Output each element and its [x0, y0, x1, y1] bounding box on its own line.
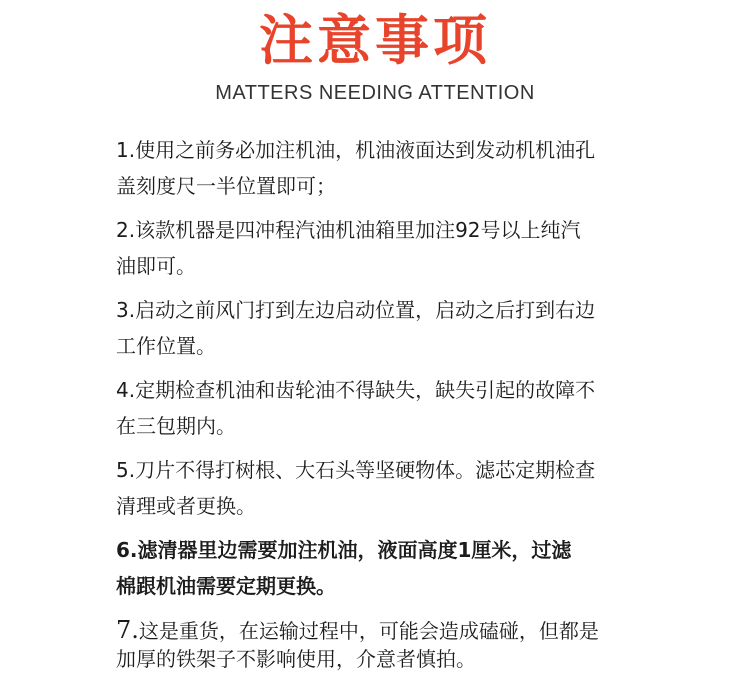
note-line: 3.启动之前风门打到左边启动位置，启动之后打到右边	[116, 298, 596, 322]
note-item-2	[116, 212, 716, 284]
note-item-7	[116, 612, 716, 673]
note-line: 1.使用之前务必加注机油，机油液面达到发动机机油孔	[116, 138, 596, 162]
note-line: 工作位置。	[116, 334, 216, 358]
note-text: 这是重货，在运输过程中，可能会造成磕碰，但都是	[138, 619, 599, 643]
page-title: 注意事项	[259, 9, 491, 72]
note-item-1	[116, 132, 716, 204]
note-line: 在三包期内。	[116, 414, 236, 438]
note-item-5	[116, 452, 716, 524]
note-line	[116, 612, 716, 649]
note-line: 4.定期检查机油和齿轮油不得缺失，缺失引起的故障不	[116, 378, 596, 402]
note-item-4	[116, 372, 716, 444]
note-number: 7.	[116, 616, 139, 644]
note-line: 清理或者更换。	[116, 494, 256, 518]
note-line: 棉跟机油需要定期更换。	[116, 574, 336, 598]
note-item-6	[116, 532, 716, 604]
note-line: 加厚的铁架子不影响使用，介意者慎拍。	[116, 647, 476, 671]
note-line: 5.刀片不得打树根、大石头等坚硬物体。滤芯定期检查	[116, 458, 596, 482]
note-item-3	[116, 292, 716, 364]
note-line: 盖刻度尺一半位置即可；	[116, 174, 336, 198]
notes-list	[116, 132, 716, 681]
note-line: 2.该款机器是四冲程汽油机油箱里加注92号以上纯汽	[116, 218, 581, 242]
note-line: 油即可。	[116, 254, 196, 278]
page-subtitle: MATTERS NEEDING ATTENTION	[215, 82, 535, 104]
note-line: 6.滤清器里边需要加注机油，液面高度1厘米，过滤	[116, 538, 572, 562]
